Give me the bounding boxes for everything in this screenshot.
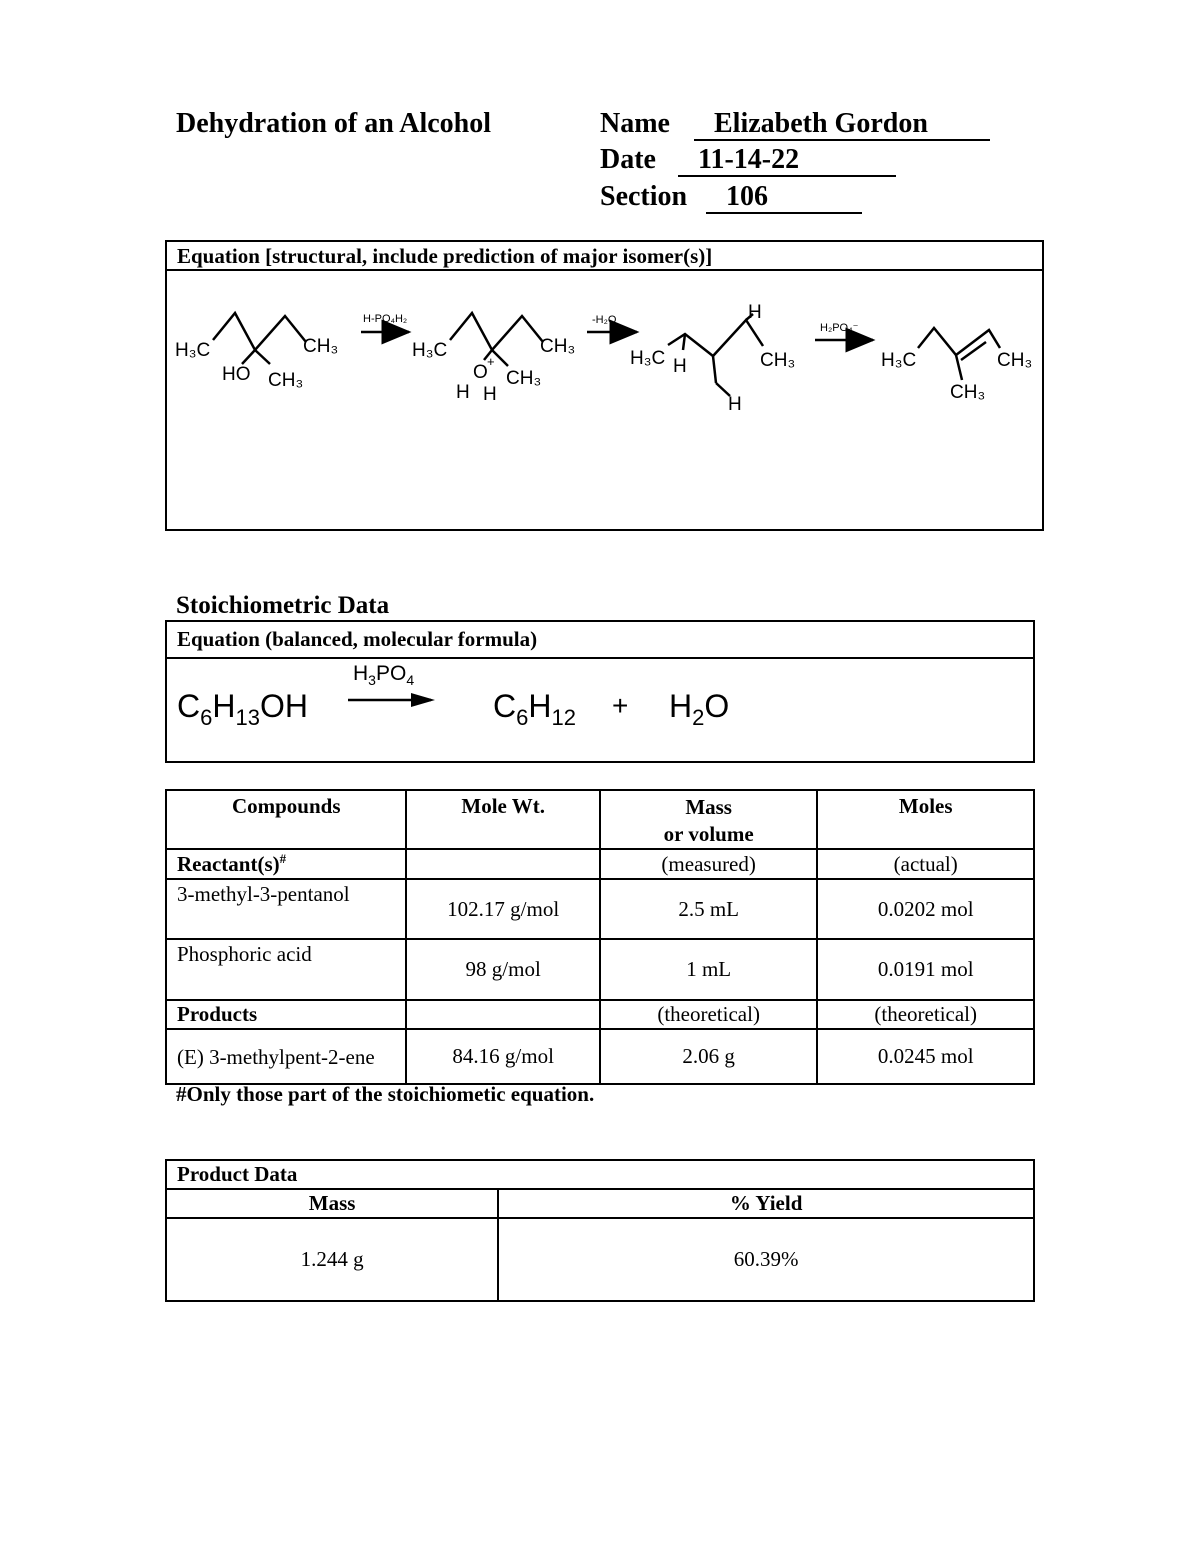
plus-sign: + [612,690,629,721]
catalyst-formula: $H_3PO_4$ [353,662,415,688]
products-mw-empty [406,1000,599,1029]
arrow1-label: H-PO₄H₂ [363,313,408,325]
mol3-h-top: H [748,302,762,323]
mol2-ch3-right: CH₃ [540,336,576,357]
products-subheader-row [166,1000,1034,1029]
arrow2-label: -H₂O [592,314,617,326]
table-header-row [166,790,1034,849]
product-data-header-row [166,1189,1034,1218]
product-data-value-row [166,1218,1034,1301]
mol4-h3c: H₃C [881,350,917,371]
mass-cell: 2.06 g [600,1029,818,1084]
mass-cell: 2.5 mL [600,879,818,939]
product-data-heading-row [166,1160,1034,1189]
mol2-h3c: H₃C [412,340,448,361]
reaction-arrow [345,690,445,712]
actual-label: (actual) [817,849,1034,879]
reactants-subheader-row [166,849,1034,879]
name-value: Elizabeth Gordon [694,111,990,141]
molecule-carbocation [630,302,795,415]
mol2-ch3-methyl: CH₃ [506,368,542,389]
header-mass-volume: Mass or volume [600,790,818,849]
mol1-ch3-right: CH₃ [303,336,339,357]
arrow3-label: H₂PO₄⁻ [820,322,859,334]
mol3-h-bottom: H [728,394,742,415]
mol2-h1: H [456,382,470,403]
header-mole-wt: Mole Wt. [406,790,599,849]
mol2-h2: H [483,384,497,405]
table-row [166,1029,1034,1084]
compound-cell: Phosphoric acid [166,939,406,1000]
date-label: Date [600,144,656,175]
table-row [166,939,1034,1000]
mol3-h3c: H₃C [630,348,666,369]
table-row [166,879,1034,939]
reactants-label: Reactant(s)# [166,849,406,879]
structural-equation-diagram [0,0,1200,560]
mole-wt-cell: 98 g/mol [406,939,599,1000]
stoichiometric-title: Stoichiometric Data [176,592,390,619]
mol1-h3c: H₃C [175,340,211,361]
mole-wt-cell: 84.16 g/mol [406,1029,599,1084]
moles-cell: 0.0191 mol [817,939,1034,1000]
compounds-table [165,789,1035,1085]
mol2-o: O [473,362,488,383]
arrow-protonation [361,313,409,332]
product-mass-header: Mass [166,1189,498,1218]
theoretical-moles-label: (theoretical) [817,1000,1034,1029]
structural-equation-heading: Equation [structural, include prediction of major isomer(s)] [167,242,1042,271]
reactants-mw-empty [406,849,599,879]
section-value: 106 [706,184,862,214]
reactant-formula: $C_6H_{13}OH$ [177,688,308,730]
mass-cell: 1 mL [600,939,818,1000]
arrow-water-loss [587,314,637,332]
mol4-ch3-right: CH₃ [997,350,1033,371]
mol3-h-left: H [673,356,687,377]
arrow-deprotonation [815,322,873,340]
water-formula: $H_2O$ [669,688,730,730]
product-mass-value: 1.244 g [166,1218,498,1301]
mol1-ch3-methyl: CH₃ [268,370,304,391]
stoichiometric-note: #Only those part of the stoichiometic equation. [176,1082,595,1106]
percent-yield-header: % Yield [498,1189,1034,1218]
section-label: Section [600,181,688,212]
date-value: 11-14-22 [678,147,896,177]
product-data-heading: Product Data [166,1160,1034,1189]
percent-yield-value: 60.39% [498,1218,1034,1301]
header-compounds: Compounds [166,790,406,849]
mole-wt-cell: 102.17 g/mol [406,879,599,939]
balanced-equation-heading: Equation (balanced, molecular formula) [167,622,1033,659]
moles-cell: 0.0245 mol [817,1029,1034,1084]
measured-label: (measured) [600,849,818,879]
mol3-ch3-right: CH₃ [760,350,796,371]
molecule-alkene [881,328,1032,403]
page-title: Dehydration of an Alcohol [176,108,492,139]
product-formula: $C_6H_{12}$ [493,688,576,730]
product-data-table [165,1159,1035,1302]
name-label: Name [600,108,670,139]
compound-cell: (E) 3-methylpent-2-ene [166,1029,406,1084]
molecule-3-methyl-3-pentanol [175,313,338,391]
theoretical-mass-label: (theoretical) [600,1000,818,1029]
mol1-ho: HO [222,364,251,385]
mol2-plus: + [487,354,495,369]
moles-cell: 0.0202 mol [817,879,1034,939]
molecule-oxonium [412,313,575,405]
mol4-ch3-methyl: CH₃ [950,382,986,403]
header-moles: Moles [817,790,1034,849]
products-label: Products [166,1000,406,1029]
compound-cell: 3-methyl-3-pentanol [166,879,406,939]
